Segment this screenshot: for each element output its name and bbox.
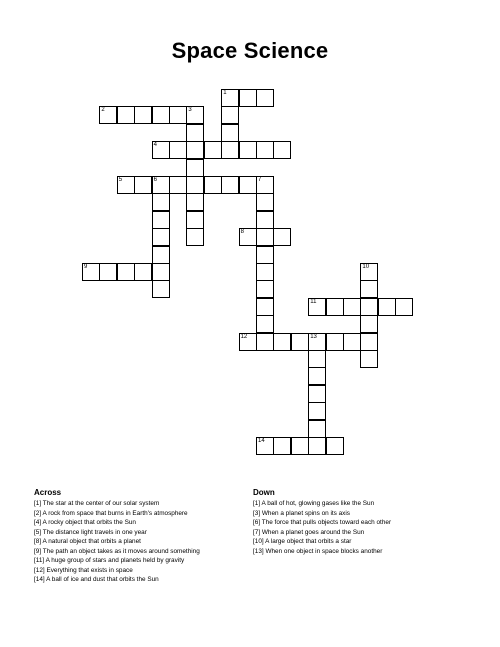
down-clue [253,537,473,547]
clue-text: The path an object takes as it moves around something [41,547,200,555]
down-clue-list [253,499,473,556]
across-clue [34,537,249,547]
grid-cell[interactable] [291,333,309,351]
grid-cell[interactable] [308,437,326,455]
clue-number-label: 11 [310,298,317,305]
grid-cell[interactable] [256,228,274,246]
grid-cell[interactable] [308,367,326,385]
clue-number: [12] [34,566,45,574]
grid-cell[interactable] [308,333,326,351]
grid-cell[interactable] [308,350,326,368]
grid-cell[interactable] [360,350,378,368]
grid-cell[interactable] [256,89,274,107]
grid-cell[interactable] [99,263,117,281]
grid-cell[interactable] [152,280,170,298]
clue-text: A rock from space that burns in Earth's atmosphere [41,509,188,517]
across-heading: Across [34,488,62,497]
grid-cell[interactable] [186,106,204,124]
grid-cell[interactable] [308,402,326,420]
clue-text: A large object that orbits a star [263,538,352,545]
grid-cell[interactable] [134,106,152,124]
grid-cell[interactable] [239,89,257,107]
grid-cell[interactable] [360,263,378,281]
across-clue-list [34,499,249,585]
clue-number: [5] [34,528,42,536]
grid-cell[interactable] [326,333,344,351]
clue-text: The star at the center of our solar system [41,500,160,507]
across-clue [34,575,249,585]
grid-cell[interactable] [186,228,204,246]
clue-number: [1] [34,500,42,507]
across-clue [34,509,249,519]
grid-cell[interactable] [221,124,239,142]
clue-number: [8] [34,538,42,545]
grid-cell[interactable] [82,263,100,281]
grid-cell[interactable] [117,263,135,281]
grid-cell[interactable] [256,193,274,211]
grid-cell[interactable] [152,176,170,194]
grid-cell[interactable] [308,420,326,438]
grid-cell[interactable] [152,141,170,159]
grid-cell[interactable] [360,280,378,298]
grid-cell[interactable] [239,228,257,246]
across-clue [34,499,249,509]
down-clues [253,488,473,556]
clue-text: The force that pulls objects toward each other [260,519,392,526]
grid-cell[interactable] [186,176,204,194]
grid-cell[interactable] [221,89,239,107]
clue-number-label: 13 [310,333,317,340]
grid-cell[interactable] [256,211,274,229]
clue-number: [3] [253,509,261,517]
clue-text: A ball of hot, glowing gases like the Sun [260,500,375,507]
clue-number-label: 5 [118,177,123,183]
grid-cell[interactable] [239,333,257,351]
across-clues [34,488,249,585]
grid-cell[interactable] [343,333,361,351]
grid-cell[interactable] [221,176,239,194]
across-clue [34,566,249,576]
clue-text: A ball of ice and dust that orbits the Sun [44,576,159,583]
grid-cell[interactable] [169,176,187,194]
clue-number-label: 10 [362,264,370,270]
down-clue [253,518,473,528]
clue-number: [14] [34,576,45,583]
grid-cell[interactable] [99,106,117,124]
clue-text: When one object in space blocks another [263,547,383,555]
grid-cell[interactable] [186,124,204,142]
across-clue [34,547,249,557]
clue-number: [7] [253,528,261,536]
grid-cell[interactable] [117,106,135,124]
grid-cell[interactable] [256,333,274,351]
grid-cell[interactable] [273,437,291,455]
grid-cell[interactable] [152,263,170,281]
down-clue [253,547,473,557]
grid-cell[interactable] [378,298,396,316]
grid-cell[interactable] [256,176,274,194]
grid-cell[interactable] [169,106,187,124]
clue-text: The distance light travels in one year [41,528,147,536]
clue-number: [11] [34,557,45,564]
grid-cell[interactable] [204,141,222,159]
clue-text: Everything that exists in space [44,566,133,574]
clue-text: A huge group of stars and planets held by gravity [44,557,185,564]
grid-cell[interactable] [256,437,274,455]
grid-cell[interactable] [256,298,274,316]
down-clue [253,499,473,509]
clue-number-label: 7 [258,177,262,183]
clue-number-label: 1 [223,90,227,96]
grid-cell[interactable] [117,176,135,194]
grid-cell[interactable] [343,298,361,316]
grid-cell[interactable] [152,211,170,229]
grid-cell[interactable] [360,333,378,351]
grid-cell[interactable] [360,298,378,316]
grid-cell[interactable] [152,106,170,124]
grid-cell[interactable] [204,176,222,194]
clue-number: [1] [253,500,261,507]
grid-cell[interactable] [308,385,326,403]
clue-number-label: 2 [101,107,105,114]
grid-cell[interactable] [221,106,239,124]
clue-number-label: 12 [240,333,248,340]
clue-number-label: 4 [153,142,157,149]
clue-number-label: 6 [153,177,157,183]
clue-number: [2] [34,509,42,517]
grid-cell[interactable] [186,141,204,159]
grid-cell[interactable] [186,159,204,177]
clue-number: [10] [253,538,264,545]
clue-number-label: 8 [240,229,244,236]
grid-cell[interactable] [326,298,344,316]
grid-cell[interactable] [256,315,274,333]
grid-cell[interactable] [169,141,187,159]
clue-text: A rocky object that orbits the Sun [41,519,136,526]
clue-number-label: 3 [188,107,192,114]
grid-cell[interactable] [134,263,152,281]
grid-cell[interactable] [221,141,239,159]
clue-text: When a planet spins on its axis [260,509,350,517]
grid-cell[interactable] [239,176,257,194]
grid-cell[interactable] [360,315,378,333]
across-clue [34,556,249,566]
clue-number: [6] [253,519,261,526]
grid-cell[interactable] [273,228,291,246]
grid-cell[interactable] [186,211,204,229]
grid-cell[interactable] [291,437,309,455]
grid-cell[interactable] [186,193,204,211]
clue-number: [9] [34,547,42,555]
grid-cell[interactable] [273,333,291,351]
grid-cell[interactable] [256,280,274,298]
grid-cell[interactable] [239,141,257,159]
grid-cell[interactable] [256,263,274,281]
across-clue [34,518,249,528]
grid-cell[interactable] [273,141,291,159]
grid-cell[interactable] [152,193,170,211]
grid-cell[interactable] [256,246,274,264]
across-clue [34,528,249,538]
grid-cell[interactable] [308,298,326,316]
clue-number-label: 14 [258,438,265,444]
grid-cell[interactable] [134,176,152,194]
down-heading: Down [253,488,275,497]
clue-number-label: 9 [84,264,88,270]
puzzle-title: Space Science [171,38,329,63]
clue-number: [13] [253,547,264,555]
clue-number: [4] [34,519,42,526]
down-clue [253,528,473,538]
clue-text: A natural object that orbits a planet [41,538,141,545]
grid-cell[interactable] [395,298,413,316]
down-clue [253,509,473,519]
grid-cell[interactable] [256,141,274,159]
grid-cell[interactable] [326,437,344,455]
clue-text: When a planet goes around the Sun [260,528,365,536]
grid-cell[interactable] [152,228,170,246]
grid-cell[interactable] [152,246,170,264]
